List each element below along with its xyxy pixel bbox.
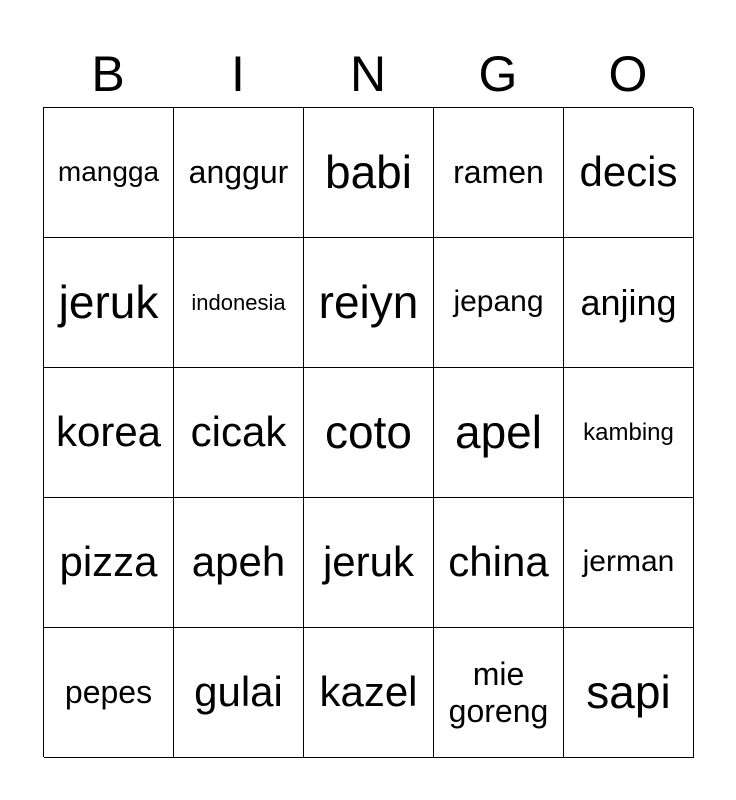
bingo-cell[interactable]: apel xyxy=(434,368,564,498)
bingo-cell[interactable]: pepes xyxy=(44,628,174,758)
bingo-cell[interactable]: coto xyxy=(304,368,434,498)
header-letter-b: B xyxy=(91,46,125,102)
header-letter-g: G xyxy=(478,46,518,102)
bingo-cell[interactable]: mangga xyxy=(44,108,174,238)
bingo-header xyxy=(43,44,693,104)
bingo-cell[interactable]: babi xyxy=(304,108,434,238)
bingo-cell[interactable]: china xyxy=(434,498,564,628)
bingo-board xyxy=(43,107,693,757)
bingo-cell[interactable]: jeruk xyxy=(304,498,434,628)
bingo-cell[interactable]: ramen xyxy=(434,108,564,238)
bingo-cell[interactable]: mie goreng xyxy=(434,628,564,758)
bingo-cell[interactable]: apeh xyxy=(174,498,304,628)
header-letter-o: O xyxy=(608,46,648,102)
bingo-cell[interactable]: reiyn xyxy=(304,238,434,368)
header-letter-i: I xyxy=(231,46,245,102)
bingo-cell[interactable]: anggur xyxy=(174,108,304,238)
bingo-cell[interactable]: gulai xyxy=(174,628,304,758)
bingo-cell[interactable]: indonesia xyxy=(174,238,304,368)
header-letter-n: N xyxy=(349,46,387,102)
bingo-cell[interactable]: cicak xyxy=(174,368,304,498)
bingo-cell[interactable]: anjing xyxy=(564,238,694,368)
bingo-cell[interactable]: jeruk xyxy=(44,238,174,368)
bingo-cell[interactable]: sapi xyxy=(564,628,694,758)
bingo-cell[interactable]: pizza xyxy=(44,498,174,628)
bingo-cell[interactable]: kambing xyxy=(564,368,694,498)
bingo-cell[interactable]: jepang xyxy=(434,238,564,368)
bingo-cell[interactable]: decis xyxy=(564,108,694,238)
bingo-cell[interactable]: jerman xyxy=(564,498,694,628)
bingo-cell[interactable]: kazel xyxy=(304,628,434,758)
bingo-cell[interactable]: korea xyxy=(44,368,174,498)
